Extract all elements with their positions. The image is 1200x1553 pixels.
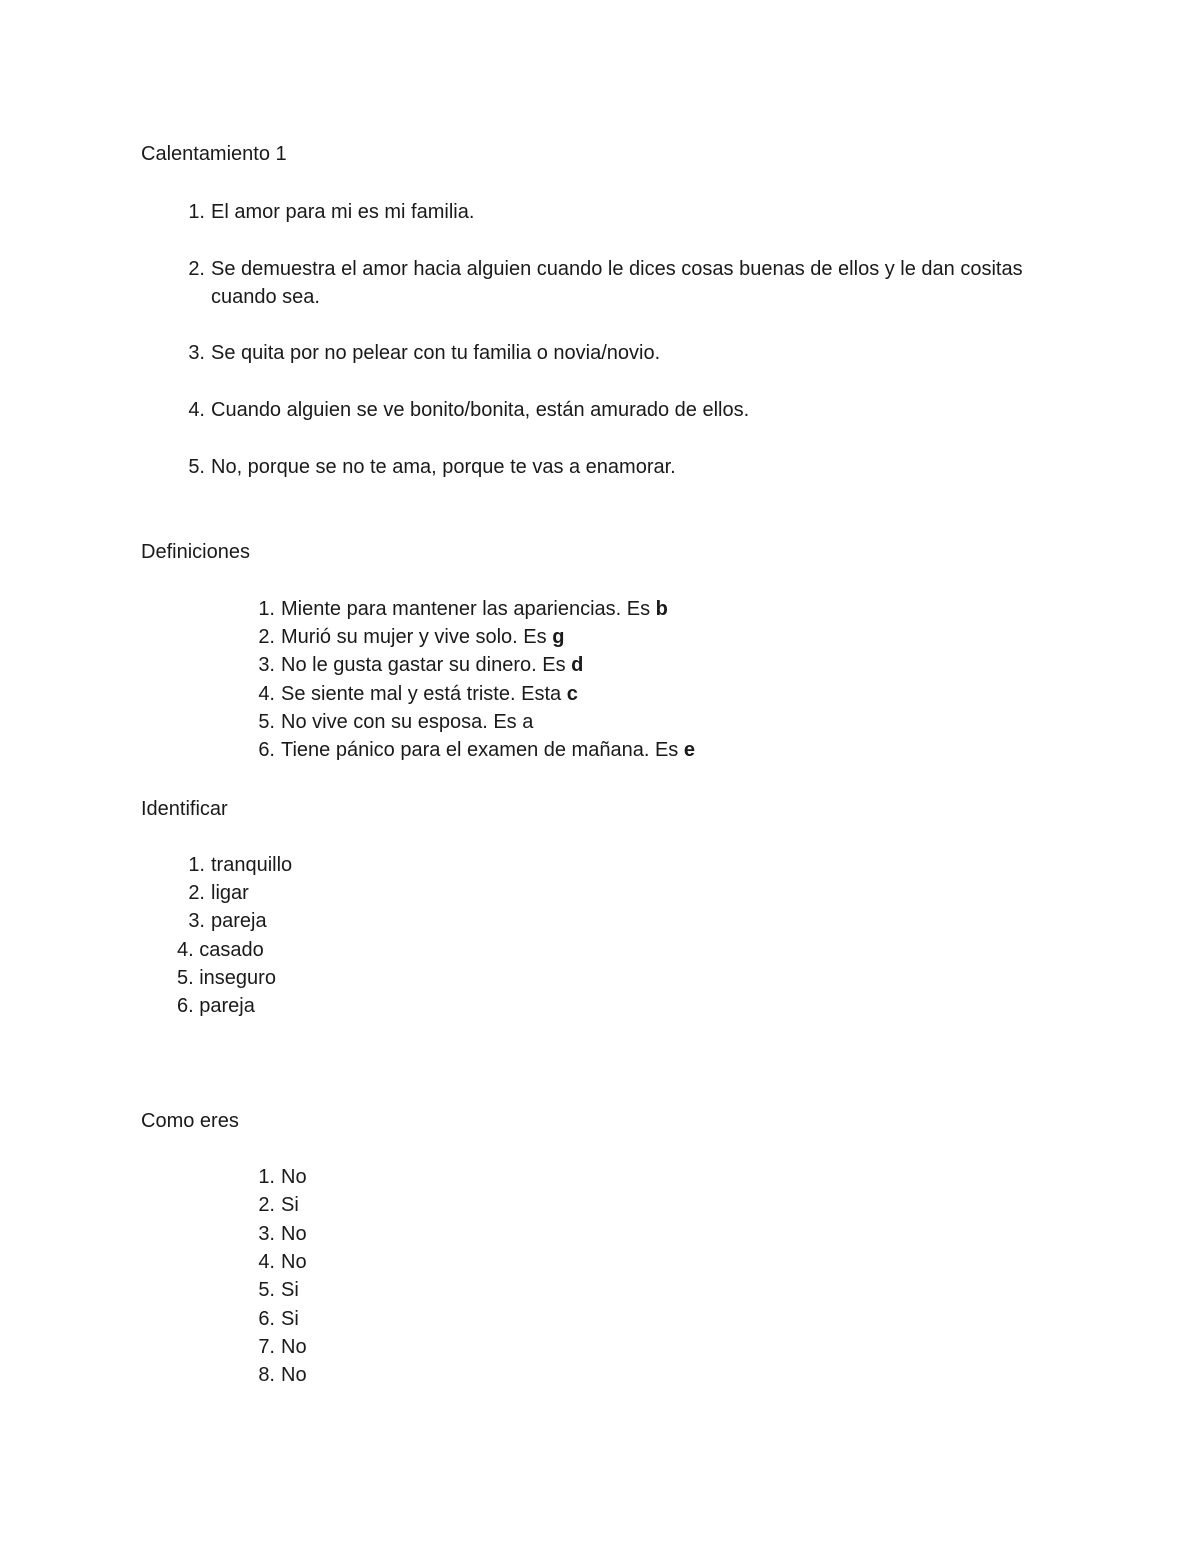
list-text: No bbox=[281, 1251, 307, 1273]
answer-letter: e bbox=[683, 739, 695, 761]
list-text bbox=[281, 736, 695, 764]
list-item bbox=[175, 255, 1035, 311]
list-text: ligar bbox=[211, 882, 249, 904]
section-title-definiciones: Definiciones bbox=[141, 541, 250, 563]
definition-text: No vive con su esposa. Es a bbox=[281, 711, 534, 733]
definition-text: Se siente mal y está triste. Esta bbox=[281, 683, 567, 705]
list-text: tranquillo bbox=[211, 854, 293, 876]
answer-letter: c bbox=[566, 683, 578, 705]
list-text: Se quita por no pelear con tu familia o novia/novio. bbox=[211, 342, 661, 364]
list-text: No bbox=[281, 1364, 307, 1386]
list-number: 8. bbox=[258, 1364, 275, 1386]
list-number: 6. bbox=[258, 739, 275, 761]
list-text: Se demuestra el amor hacia alguien cuando le dices cosas buenas de ellos y le dan cositas cuando sea. bbox=[211, 258, 1023, 308]
list-number: 1. bbox=[188, 201, 205, 223]
answer-letter: b bbox=[655, 598, 668, 620]
list-text: No, porque se no te ama, porque te vas a enamorar. bbox=[211, 456, 676, 478]
plain-list-item: 6. pareja bbox=[177, 995, 255, 1017]
list-number: 1. bbox=[258, 1166, 275, 1188]
list-text: El amor para mi es mi familia. bbox=[211, 201, 475, 223]
definition-text: Tiene pánico para el examen de mañana. Es bbox=[281, 739, 684, 761]
list-number: 3. bbox=[258, 654, 275, 676]
list-number: 3. bbox=[258, 1223, 275, 1245]
plain-list-item: 5. inseguro bbox=[177, 967, 276, 989]
list-number: 2. bbox=[188, 258, 205, 280]
list-number: 6. bbox=[258, 1308, 275, 1330]
list-text bbox=[281, 651, 583, 679]
list-text: pareja bbox=[211, 910, 267, 932]
section-title-como-eres: Como eres bbox=[141, 1110, 239, 1132]
list-number: 5. bbox=[258, 711, 275, 733]
list-text: No bbox=[281, 1223, 307, 1245]
definition-text: Miente para mantener las apariencias. Es bbox=[281, 598, 656, 620]
list-text: Si bbox=[281, 1279, 299, 1301]
list-number: 2. bbox=[258, 1194, 275, 1216]
list-text: Si bbox=[281, 1308, 299, 1330]
list-text bbox=[281, 708, 533, 736]
list-number: 2. bbox=[258, 626, 275, 648]
list-text: Si bbox=[281, 1194, 299, 1216]
list-number: 3. bbox=[188, 910, 205, 932]
list-text bbox=[281, 595, 668, 623]
list-number: 4. bbox=[258, 1251, 275, 1273]
list-number: 3. bbox=[188, 342, 205, 364]
list-number: 2. bbox=[188, 882, 205, 904]
section-title-calentamiento: Calentamiento 1 bbox=[141, 143, 287, 165]
list-text: Cuando alguien se ve bonito/bonita, están amurado de ellos. bbox=[211, 399, 750, 421]
list-text bbox=[281, 623, 564, 651]
plain-list-item: 4. casado bbox=[177, 939, 264, 961]
definition-text: No le gusta gastar su dinero. Es bbox=[281, 654, 572, 676]
list-number: 4. bbox=[258, 683, 275, 705]
list-text bbox=[281, 680, 578, 708]
list-number: 5. bbox=[258, 1279, 275, 1301]
list-text: No bbox=[281, 1336, 307, 1358]
section-title-identificar: Identificar bbox=[141, 798, 228, 820]
list-text: No bbox=[281, 1166, 307, 1188]
list-number: 4. bbox=[188, 399, 205, 421]
list-number: 5. bbox=[188, 456, 205, 478]
list-number: 7. bbox=[258, 1336, 275, 1358]
list-number: 1. bbox=[258, 598, 275, 620]
answer-letter: d bbox=[571, 654, 584, 676]
definition-text: Murió su mujer y vive solo. Es bbox=[281, 626, 553, 648]
answer-letter: g bbox=[552, 626, 565, 648]
list-number: 1. bbox=[188, 854, 205, 876]
